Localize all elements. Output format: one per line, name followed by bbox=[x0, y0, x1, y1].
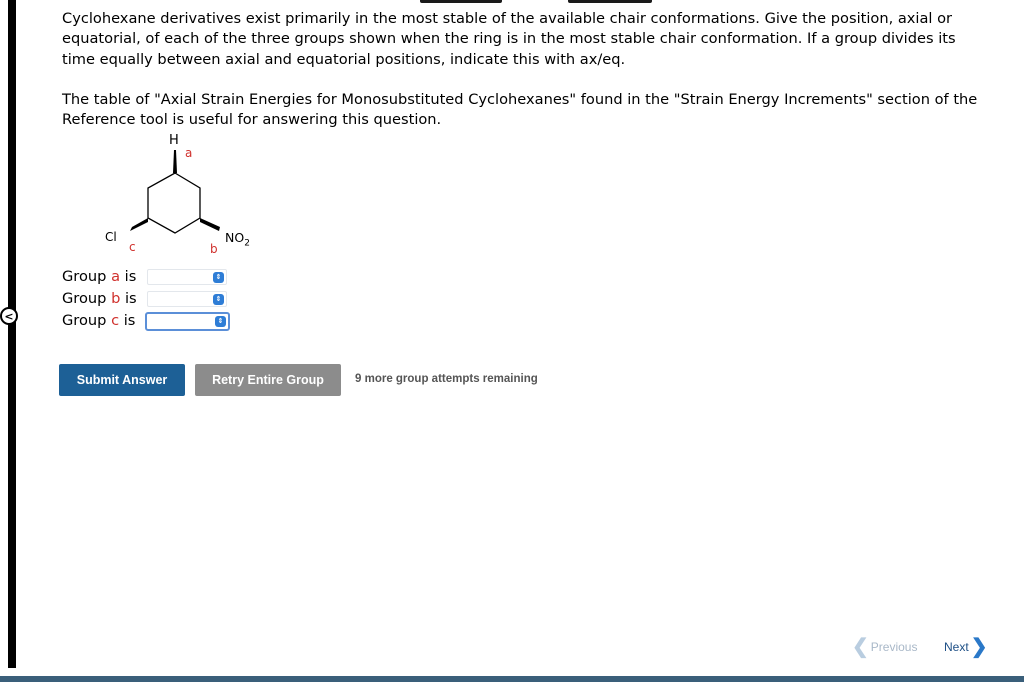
chevron-left-icon: ❮ bbox=[852, 636, 869, 658]
next-button[interactable] bbox=[944, 638, 987, 656]
select-arrows-icon: ⇕ bbox=[215, 316, 226, 327]
bottom-border bbox=[0, 676, 1024, 682]
group-b-select[interactable] bbox=[147, 291, 227, 307]
left-side-bar bbox=[8, 0, 16, 668]
group-a-letter: a bbox=[111, 268, 121, 285]
previous-button[interactable] bbox=[852, 638, 917, 656]
group-b-suffix: is bbox=[124, 290, 137, 307]
label-b: b bbox=[210, 242, 218, 256]
group-c-select[interactable] bbox=[145, 312, 230, 331]
group-c-row bbox=[62, 312, 135, 330]
next-label: Next bbox=[944, 640, 969, 654]
attempts-remaining-text: 9 more group attempts remaining bbox=[355, 373, 538, 385]
submit-answer-button[interactable]: Submit Answer bbox=[59, 364, 185, 396]
group-c-suffix: is bbox=[123, 312, 136, 329]
wedge-bond-no2 bbox=[200, 218, 220, 231]
group-b-letter: b bbox=[111, 290, 121, 307]
review-topics-link[interactable] bbox=[420, 0, 502, 3]
ring-hexagon bbox=[148, 173, 200, 233]
label-a: a bbox=[185, 146, 193, 160]
top-nav-strip bbox=[0, 0, 1024, 3]
select-arrows-icon: ⇕ bbox=[213, 294, 224, 305]
retry-entire-group-button[interactable]: Retry Entire Group bbox=[195, 364, 341, 396]
atom-no2-text: NO bbox=[225, 230, 245, 245]
references-link[interactable] bbox=[568, 0, 652, 3]
group-a-select[interactable] bbox=[147, 269, 227, 285]
group-c-prefix: Group bbox=[62, 312, 107, 329]
collapse-back-button[interactable] bbox=[0, 307, 18, 325]
atom-no2-subscript: 2 bbox=[244, 238, 250, 249]
cyclohexane-structure bbox=[90, 130, 270, 260]
chevron-left-icon: < bbox=[4, 309, 14, 323]
group-a-prefix: Group bbox=[62, 268, 107, 285]
question-paragraph-1: Cyclohexane derivatives exist primarily in the most stable of the available chair conformations. Give the position, axial or equatorial, of each of the three groups shown when the ring is in the most stable chair conformation. If a group divides its time equally between axial and equatorial positions, indicate this with ax/eq. bbox=[62, 10, 956, 68]
group-a-row bbox=[62, 268, 136, 286]
wedge-bond-h bbox=[173, 150, 177, 173]
label-c: c bbox=[129, 240, 136, 254]
wedge-bond-cl bbox=[130, 218, 148, 231]
atom-no2 bbox=[225, 231, 250, 251]
group-a-suffix: is bbox=[124, 268, 137, 285]
group-b-prefix: Group bbox=[62, 290, 107, 307]
select-arrows-icon: ⇕ bbox=[213, 272, 224, 283]
group-c-letter: c bbox=[111, 312, 120, 329]
question-paragraph-2: The table of "Axial Strain Energies for Monosubstituted Cyclohexanes" found in the "Strain Energy Increments" section of the Reference tool is useful for answering this question. bbox=[62, 91, 978, 129]
group-b-row bbox=[62, 290, 137, 308]
atom-h: H bbox=[169, 133, 179, 148]
previous-label: Previous bbox=[870, 640, 918, 654]
chevron-right-icon: ❯ bbox=[970, 636, 988, 658]
atom-cl: Cl bbox=[105, 230, 117, 244]
